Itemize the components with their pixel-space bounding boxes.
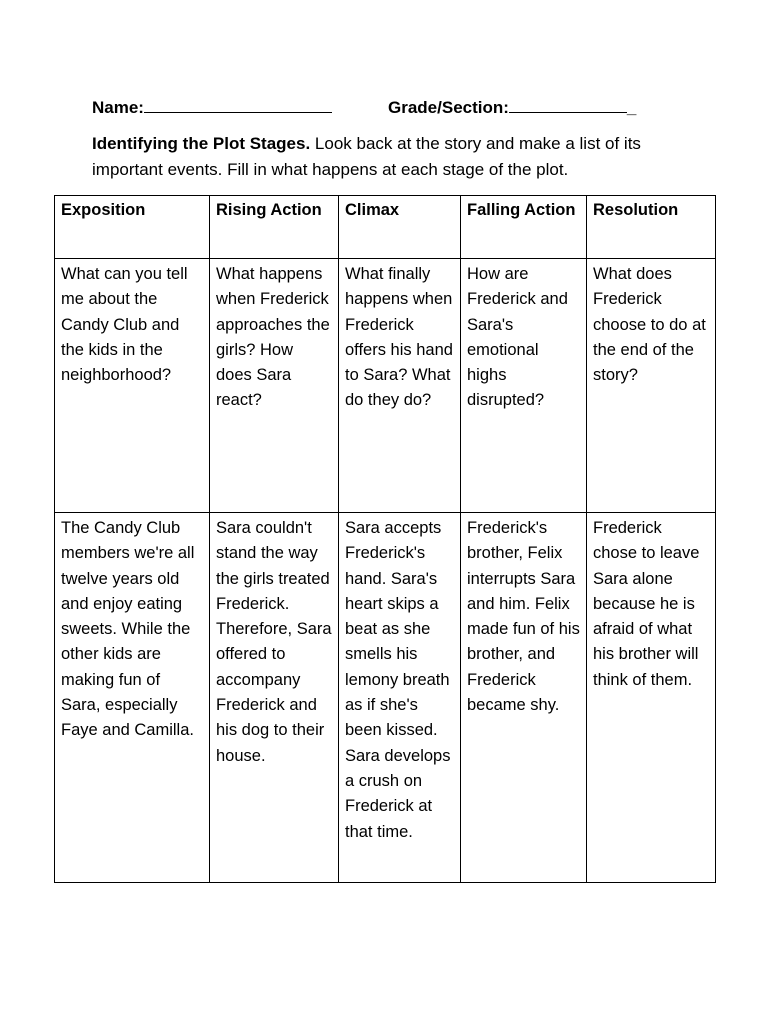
prompt-falling-action: How are Frederick and Sara's emotional highs disrupted? xyxy=(461,259,587,513)
plot-stages-table xyxy=(54,195,716,883)
column-header-falling-action: Falling Action xyxy=(461,196,587,259)
grade-field-group xyxy=(388,95,636,120)
answer-falling-action[interactable]: Frederick's brother, Felix interrupts Sara and him. Felix made fun of his brother, and Frederick became shy. xyxy=(461,513,587,883)
answer-rising-action[interactable]: Sara couldn't stand the way the girls treated Frederick. Therefore, Sara offered to accompany Frederick and his dog to their house. xyxy=(210,513,339,883)
instructions-paragraph xyxy=(92,131,692,183)
table-row-prompts xyxy=(55,259,716,513)
instructions-title: Identifying the Plot Stages. xyxy=(92,134,311,153)
name-field-group xyxy=(92,95,332,120)
table-header-row xyxy=(55,196,716,259)
prompt-resolution: What does Frederick choose to do at the end of the story? xyxy=(587,259,716,513)
grade-section-blank-line[interactable] xyxy=(509,95,627,113)
column-header-rising-action: Rising Action xyxy=(210,196,339,259)
column-header-exposition: Exposition xyxy=(55,196,210,259)
instructions-body: Look back at the story and make a list of its important events. Fill in what happens at each stage of the plot. xyxy=(92,134,641,179)
prompt-rising-action: What happens when Frederick approaches the girls? How does Sara react? xyxy=(210,259,339,513)
name-label: Name: xyxy=(92,98,144,117)
answer-exposition[interactable]: The Candy Club members we're all twelve years old and enjoy eating sweets. While the other kids are making fun of Sara, especially Faye and Camilla. xyxy=(55,513,210,883)
prompt-climax: What finally happens when Frederick offers his hand to Sara? What do they do? xyxy=(339,259,461,513)
grade-section-label: Grade/Section: xyxy=(388,98,509,117)
prompt-exposition: What can you tell me about the Candy Club and the kids in the neighborhood? xyxy=(55,259,210,513)
column-header-resolution: Resolution xyxy=(587,196,716,259)
answer-resolution[interactable]: Frederick chose to leave Sara alone because he is afraid of what his brother will think of them. xyxy=(587,513,716,883)
name-blank-line[interactable] xyxy=(144,95,332,113)
column-header-climax: Climax xyxy=(339,196,461,259)
answer-climax[interactable]: Sara accepts Frederick's hand. Sara's heart skips a beat as she smells his lemony breath as if she's been kissed. Sara develops a crush on Frederick at that time. xyxy=(339,513,461,883)
grade-section-tail: _ xyxy=(626,98,637,117)
table-row-answers xyxy=(55,513,716,883)
